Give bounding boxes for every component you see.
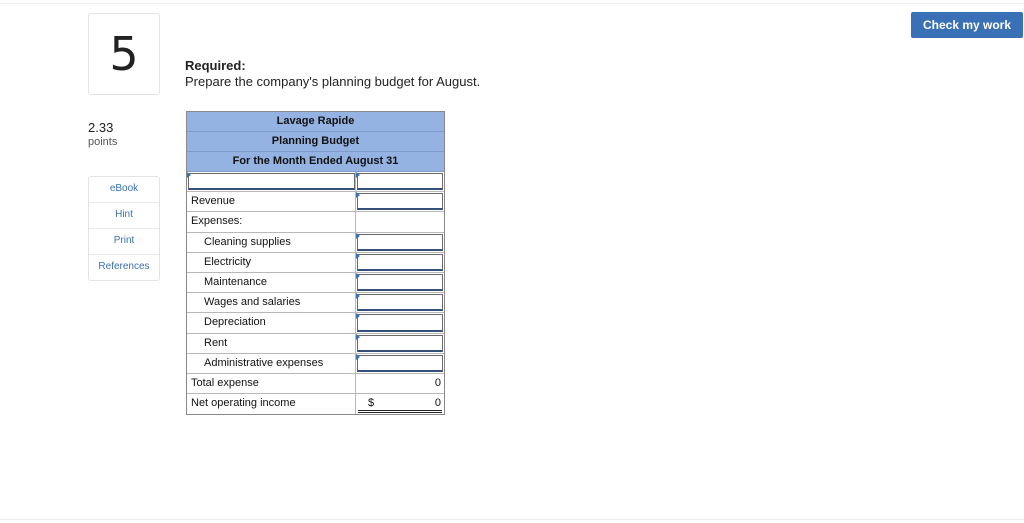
electricity-amount-input[interactable] <box>357 254 443 271</box>
wages-and-salaries-label: Wages and salaries <box>187 293 356 312</box>
table-row <box>187 293 444 313</box>
net-operating-income-value: 0 <box>434 397 441 410</box>
electricity-value-cell <box>356 253 444 272</box>
table-row <box>187 172 444 192</box>
wages-and-salaries-amount-input[interactable] <box>357 294 443 311</box>
input-marker-icon <box>356 334 360 340</box>
table-row <box>187 192 444 212</box>
table-row <box>187 374 444 394</box>
rent-amount-input[interactable] <box>357 335 443 352</box>
table-row <box>187 253 444 273</box>
blank-row-amount-input[interactable] <box>357 173 443 190</box>
input-marker-icon <box>356 293 360 299</box>
statement-title-header: Planning Budget <box>187 132 444 152</box>
table-row <box>187 313 444 333</box>
planning-budget-table <box>186 111 445 415</box>
cleaning-supplies-label: Cleaning supplies <box>187 233 356 252</box>
points-value: 2.33 <box>88 120 114 135</box>
total-expense-value: 0 <box>434 376 441 389</box>
references-link[interactable]: References <box>98 261 150 272</box>
input-marker-icon <box>356 233 360 239</box>
expenses-value-cell <box>356 212 444 231</box>
input-marker-icon <box>356 273 360 279</box>
administrative-expenses-amount-input[interactable] <box>357 355 443 372</box>
table-row <box>187 334 444 354</box>
input-marker-icon <box>187 172 191 178</box>
rent-value-cell <box>356 334 444 353</box>
print-link[interactable]: Print <box>89 229 159 255</box>
electricity-label: Electricity <box>187 253 356 272</box>
table-row <box>187 354 444 374</box>
required-title: Required: <box>185 58 246 73</box>
table-row <box>187 212 444 232</box>
bottom-divider <box>0 519 1024 520</box>
blank-row-label-cell <box>187 172 356 191</box>
net-operating-income-label: Net operating income <box>187 394 356 414</box>
table-row <box>187 394 444 414</box>
check-my-work-button[interactable]: Check my work <box>911 12 1023 38</box>
administrative-expenses-value-cell <box>356 354 444 373</box>
revenue-value-cell <box>356 192 444 211</box>
total-expense-label: Total expense <box>187 374 356 393</box>
net-operating-income-cell <box>356 394 444 414</box>
maintenance-value-cell <box>356 273 444 292</box>
currency-symbol: $ <box>368 397 375 410</box>
blank-row-label-input[interactable] <box>188 173 355 190</box>
maintenance-amount-input[interactable] <box>357 274 443 291</box>
required-instructions: Prepare the company's planning budget for August. <box>185 74 481 89</box>
question-number: 5 <box>88 13 160 95</box>
revenue-amount-input[interactable] <box>357 193 443 210</box>
depreciation-label: Depreciation <box>187 313 356 332</box>
administrative-expenses-label: Administrative expenses <box>187 354 356 373</box>
revenue-label: Revenue <box>187 192 356 211</box>
input-marker-icon <box>356 172 360 178</box>
rent-label: Rent <box>187 334 356 353</box>
depreciation-amount-input[interactable] <box>357 314 443 331</box>
cleaning-supplies-amount-input[interactable] <box>357 234 443 251</box>
input-marker-icon <box>356 313 360 319</box>
input-marker-icon <box>356 354 360 360</box>
blank-row-value-cell <box>356 172 444 191</box>
maintenance-label: Maintenance <box>187 273 356 292</box>
wages-and-salaries-value-cell <box>356 293 444 312</box>
top-divider <box>0 3 1024 4</box>
ebook-link[interactable]: eBook <box>89 177 159 203</box>
expenses-label: Expenses: <box>187 212 356 231</box>
input-marker-icon <box>356 253 360 259</box>
period-header: For the Month Ended August 31 <box>187 152 444 172</box>
company-name-header: Lavage Rapide <box>187 112 444 132</box>
hint-link[interactable]: Hint <box>89 203 159 229</box>
input-marker-icon <box>356 192 360 198</box>
double-underline <box>358 410 442 413</box>
table-row <box>187 233 444 253</box>
points-label: points <box>88 136 118 148</box>
depreciation-value-cell <box>356 313 444 332</box>
cleaning-supplies-value-cell <box>356 233 444 252</box>
resource-links <box>88 176 160 281</box>
table-row <box>187 273 444 293</box>
